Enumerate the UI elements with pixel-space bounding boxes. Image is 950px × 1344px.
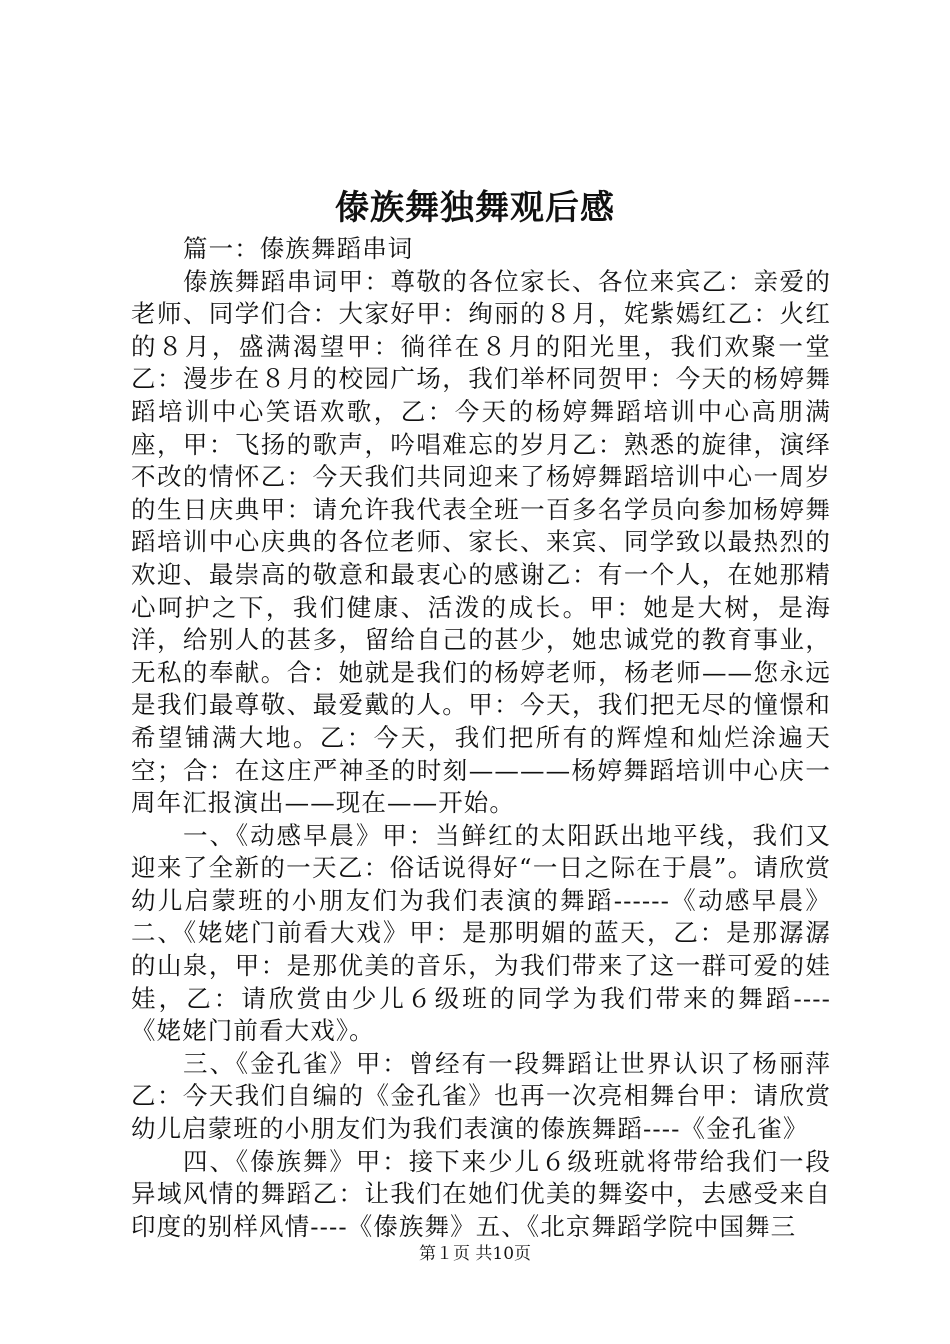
paragraph: 一、《动感早晨》甲：当鲜红的太阳跃出地平线，我们又迎来了全新的一天乙：俗话说得好“一日之际在于晨”。请欣赏幼儿启蒙班的小朋友们为我们表演的舞蹈------《动感早晨》二、《姥姥门前看大戏》甲：是那明媚的蓝天，乙：是那潺潺的山泉，甲：是那优美的音乐，为我们带来了这一群可爱的娃娃，乙：请欣赏由少儿６级班的同学为我们带来的舞蹈----《姥姥门前看大戏》。	[131, 820, 831, 1046]
paragraph: 四、《傣族舞》甲：接下来少儿６级班就将带给我们一段异域风情的舞蹈乙：让我们在她们优美的舞姿中，去感受来自印度的别样风情----《傣族舞》五、《北京舞蹈学院中国舞三	[131, 1146, 831, 1241]
page-number-footer: 第１页 共10页	[418, 1244, 532, 1264]
paragraph: 傣族舞蹈串词甲：尊敬的各位家长、各位来宾乙：亲爱的老师、同学们合：大家好甲：绚丽的８月，姹紫嫣红乙：火红的８月，盛满渴望甲：徜徉在８月的阳光里，我们欢聚一堂乙：漫步在８月的校园广场，我们举杯同贺甲：今天的杨婷舞蹈培训中心笑语欢歌，乙：今天的杨婷舞蹈培训中心高朋满座，甲：飞扬的歌声，吟唱难忘的岁月乙：熟悉的旋律，演绎不改的情怀乙：今天我们共同迎来了杨婷舞蹈培训中心一周岁的生日庆典甲：请允许我代表全班一百多名学员向参加杨婷舞蹈培训中心庆典的各位老师、家长、来宾、同学致以最热烈的欢迎、最崇高的敬意和最衷心的感谢乙：有一个人，在她那精心呵护之下，我们健康、活泼的成长。甲：她是大树，是海洋，给别人的甚多，留给自己的甚少，她忠诚党的教育事业，无私的奉献。合：她就是我们的杨婷老师，杨老师——您永远是我们最尊敬、最爱戴的人。甲：今天，我们把无尽的憧憬和希望铺满大地。乙：今天，我们把所有的辉煌和灿烂涂遍天空；合：在这庄严神圣的时刻————杨婷舞蹈培训中心庆一周年汇报演出——现在——开始。	[131, 266, 831, 818]
section-heading: 篇一：傣族舞蹈串词	[183, 234, 414, 263]
document-title: 傣族舞独舞观后感	[335, 188, 615, 228]
document-body	[131, 233, 831, 1243]
paragraph: 三、《金孔雀》甲：曾经有一段舞蹈让世界认识了杨丽萍乙：今天我们自编的《金孔雀》也再一次亮相舞台甲：请欣赏幼儿启蒙班的小朋友们为我们表演的傣族舞蹈----《金孔雀》	[131, 1048, 831, 1144]
